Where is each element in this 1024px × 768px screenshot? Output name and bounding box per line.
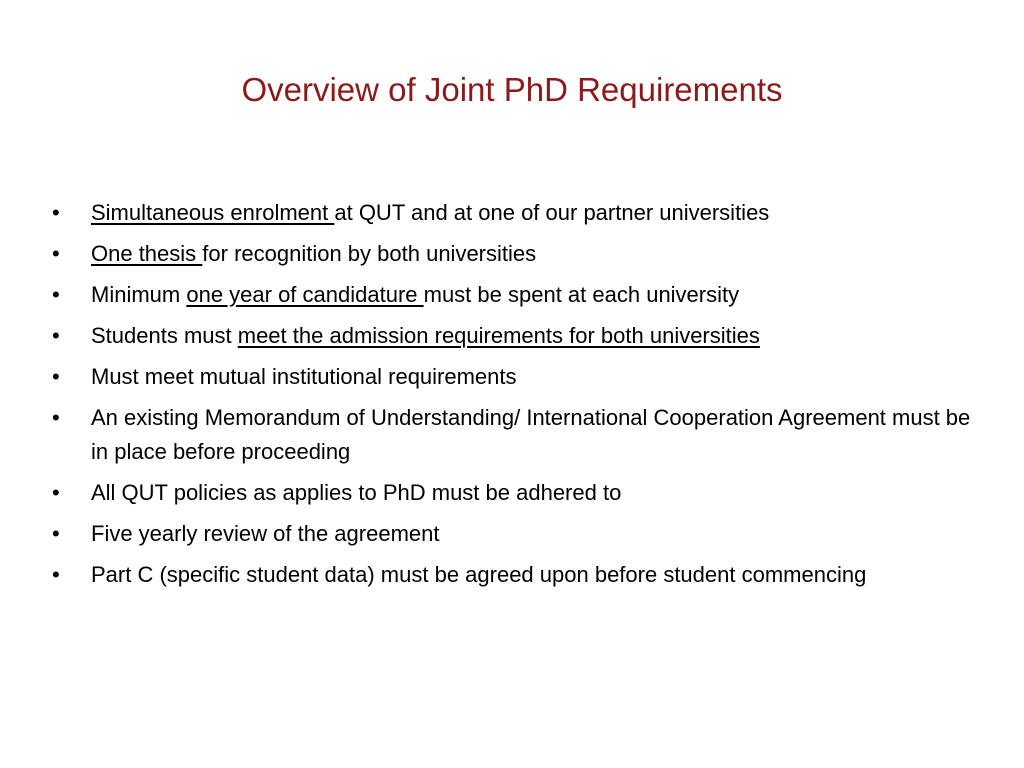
bullet-text: Students must (91, 323, 238, 348)
bullet-icon: • (52, 405, 60, 430)
bullet-underlined-text: one year of candidature (186, 282, 424, 307)
bullet-item-enrolment (52, 196, 972, 230)
bullet-icon: • (52, 480, 60, 505)
bullet-icon: • (52, 562, 60, 587)
bullet-underlined-text: Simultaneous enrolment (91, 200, 335, 225)
slide-title: Overview of Joint PhD Requirements (241, 71, 783, 108)
bullet-icon: • (52, 200, 60, 225)
bullet-text: All QUT policies as applies to PhD must be adhered to (91, 480, 622, 505)
bullet-text: Five yearly review of the agreement (91, 521, 440, 546)
bullet-icon: • (52, 521, 60, 546)
bullet-text: Part C (specific student data) must be agreed upon before student commencing (91, 562, 867, 587)
bullet-item-thesis (52, 237, 972, 271)
bullet-item-candidature (52, 278, 972, 312)
bullet-item-review (52, 517, 972, 551)
bullet-item-policies (52, 476, 972, 510)
bullet-text: at QUT and at one of our partner universities (334, 200, 770, 225)
bullet-icon: • (52, 364, 60, 389)
bullet-item-institutional (52, 360, 972, 394)
bullet-icon: • (52, 323, 60, 348)
bullet-item-part-c (52, 558, 972, 592)
bullet-item-admission (52, 319, 972, 353)
bullet-text: for recognition by both universities (202, 241, 537, 266)
bullet-icon: • (52, 282, 60, 307)
bullet-item-memorandum (52, 401, 972, 469)
bullet-text: must be spent at each university (423, 282, 740, 307)
bullet-underlined-text: meet the admission requirements for both universities (237, 323, 760, 348)
bullet-text: Must meet mutual institutional requirements (91, 364, 517, 389)
bullet-list (52, 196, 972, 599)
bullet-text: An existing Memorandum of Understanding/ International Cooperation Agreement must be in place before proceeding (91, 405, 971, 464)
bullet-underlined-text: One thesis (91, 241, 203, 266)
bullet-text: Minimum (91, 282, 187, 307)
bullet-icon: • (52, 241, 60, 266)
